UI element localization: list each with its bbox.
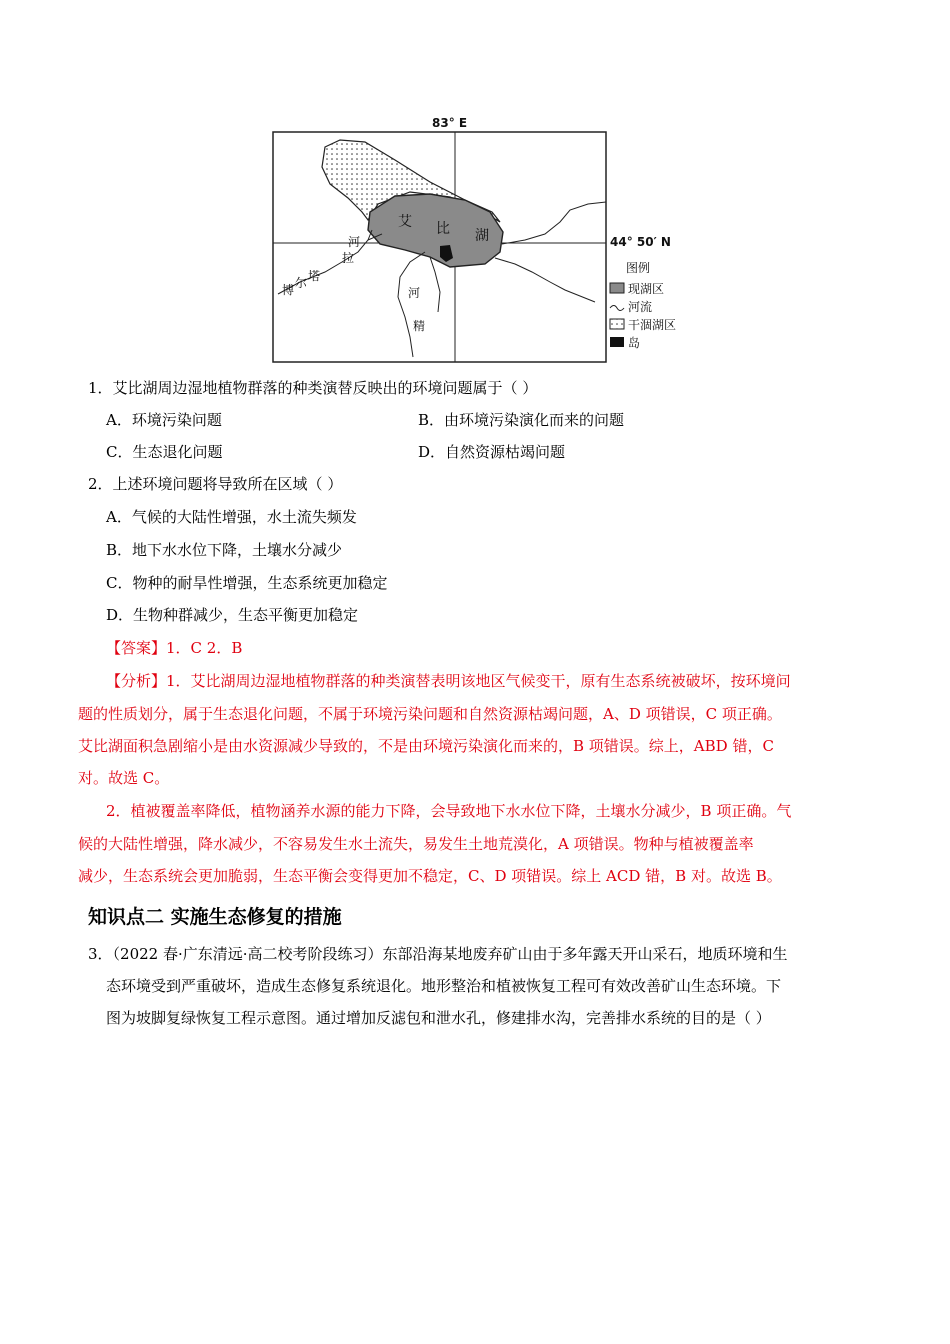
legend-swatch-river [610, 306, 624, 311]
analysis-line [106, 671, 791, 691]
analysis-text: 2．植被覆盖率降低，植物涵养水源的能力下降，会导致地下水水位下降，土壤水分减少，B 项正确。气 [106, 802, 792, 820]
analysis-text: 题的性质划分，属于生态退化问题，不属于环境污染问题和自然资源枯竭问题，A、D 项错误，C 项正确。 [78, 705, 782, 723]
analysis-text: 艾比湖面积急剧缩小是由水资源减少导致的，不是由环境污染演化而来的，B 项错误。综上，ABD 错，C [78, 737, 774, 755]
legend-item: 现湖区 [628, 282, 665, 296]
q3-text: 态环境受到严重破坏，造成生态修复系统退化。地形整治和植被恢复工程可有效改善矿山生态环境。下 [106, 977, 782, 995]
analysis-text: 减少，生态系统会更加脆弱，生态平衡会变得更加不稳定，C、D 项错误。综上 ACD 错，B 对。故选 B。 [78, 867, 782, 885]
legend-item: 河流 [628, 300, 653, 314]
river-label: 河 [408, 286, 421, 300]
river-label: 拉 [342, 251, 355, 265]
river-label: 尔 [295, 276, 308, 290]
legend-title: 图例 [626, 261, 651, 275]
section-heading: 知识点二 实施生态修复的措施 [88, 906, 342, 928]
answer-tag: 【答案】 [106, 639, 167, 657]
legend-item: 岛 [628, 336, 641, 350]
river-label: 塔 [308, 269, 321, 283]
longitude-label: 83° E [432, 116, 468, 130]
legend-item: 干涸湖区 [628, 318, 677, 332]
analysis-text: 对。故选 C。 [78, 769, 170, 787]
lake-char: 艾 [398, 214, 412, 230]
q1-option-c: C．生态退化问题 [106, 443, 223, 461]
river-label: 河 [348, 235, 361, 249]
legend-swatch-dried [610, 319, 624, 329]
q2-option-d: D．生物种群减少，生态平衡更加稳定 [106, 606, 359, 624]
analysis-tag: 【分析】 [106, 672, 167, 690]
q2-option-a: A．气候的大陆性增强，水土流失频发 [106, 508, 357, 526]
latitude-label: 44° 50′ N [610, 235, 671, 249]
legend-swatch-island [610, 337, 624, 347]
river-label: 博 [282, 283, 295, 297]
analysis-text: 1．艾比湖周边湿地植物群落的种类演替表明该地区气候变干，原有生态系统被破坏，按环境问 [166, 672, 791, 690]
q2-option-b: B．地下水水位下降，土壤水分减少 [106, 541, 343, 559]
river-label: 精 [413, 319, 426, 333]
answer-text: 1．C 2．B [166, 639, 243, 657]
q2-option-c: C．物种的耐旱性增强，生态系统更加稳定 [106, 574, 388, 592]
q1-option-d: D．自然资源枯竭问题 [418, 443, 566, 461]
map-figure [270, 112, 710, 367]
q1-option-a: A．环境污染问题 [106, 411, 222, 429]
q3-text: 图为坡脚复绿恢复工程示意图。通过增加反滤包和泄水孔，修建排水沟，完善排水系统的目的是（ ） [106, 1009, 771, 1027]
answer-line [106, 638, 242, 658]
q1-stem: 1．艾比湖周边湿地植物群落的种类演替反映出的环境问题属于（ ） [88, 379, 538, 397]
q2-stem: 2．上述环境问题将导致所在区域（ ） [88, 475, 343, 493]
lake-char: 湖 [475, 228, 489, 244]
legend-swatch-lake [610, 283, 624, 293]
analysis-text: 候的大陆性增强，降水减少，不容易发生水土流失，易发生土地荒漠化，A 项错误。物种与植被覆盖率 [78, 835, 754, 853]
q1-option-b: B．由环境污染演化而来的问题 [418, 411, 625, 429]
lake-char: 比 [436, 221, 450, 237]
q3-text: 3．（2022 春·广东清远·高二校考阶段练习）东部沿海某地废弃矿山由于多年露天开山采石，地质环境和生 [88, 945, 788, 963]
